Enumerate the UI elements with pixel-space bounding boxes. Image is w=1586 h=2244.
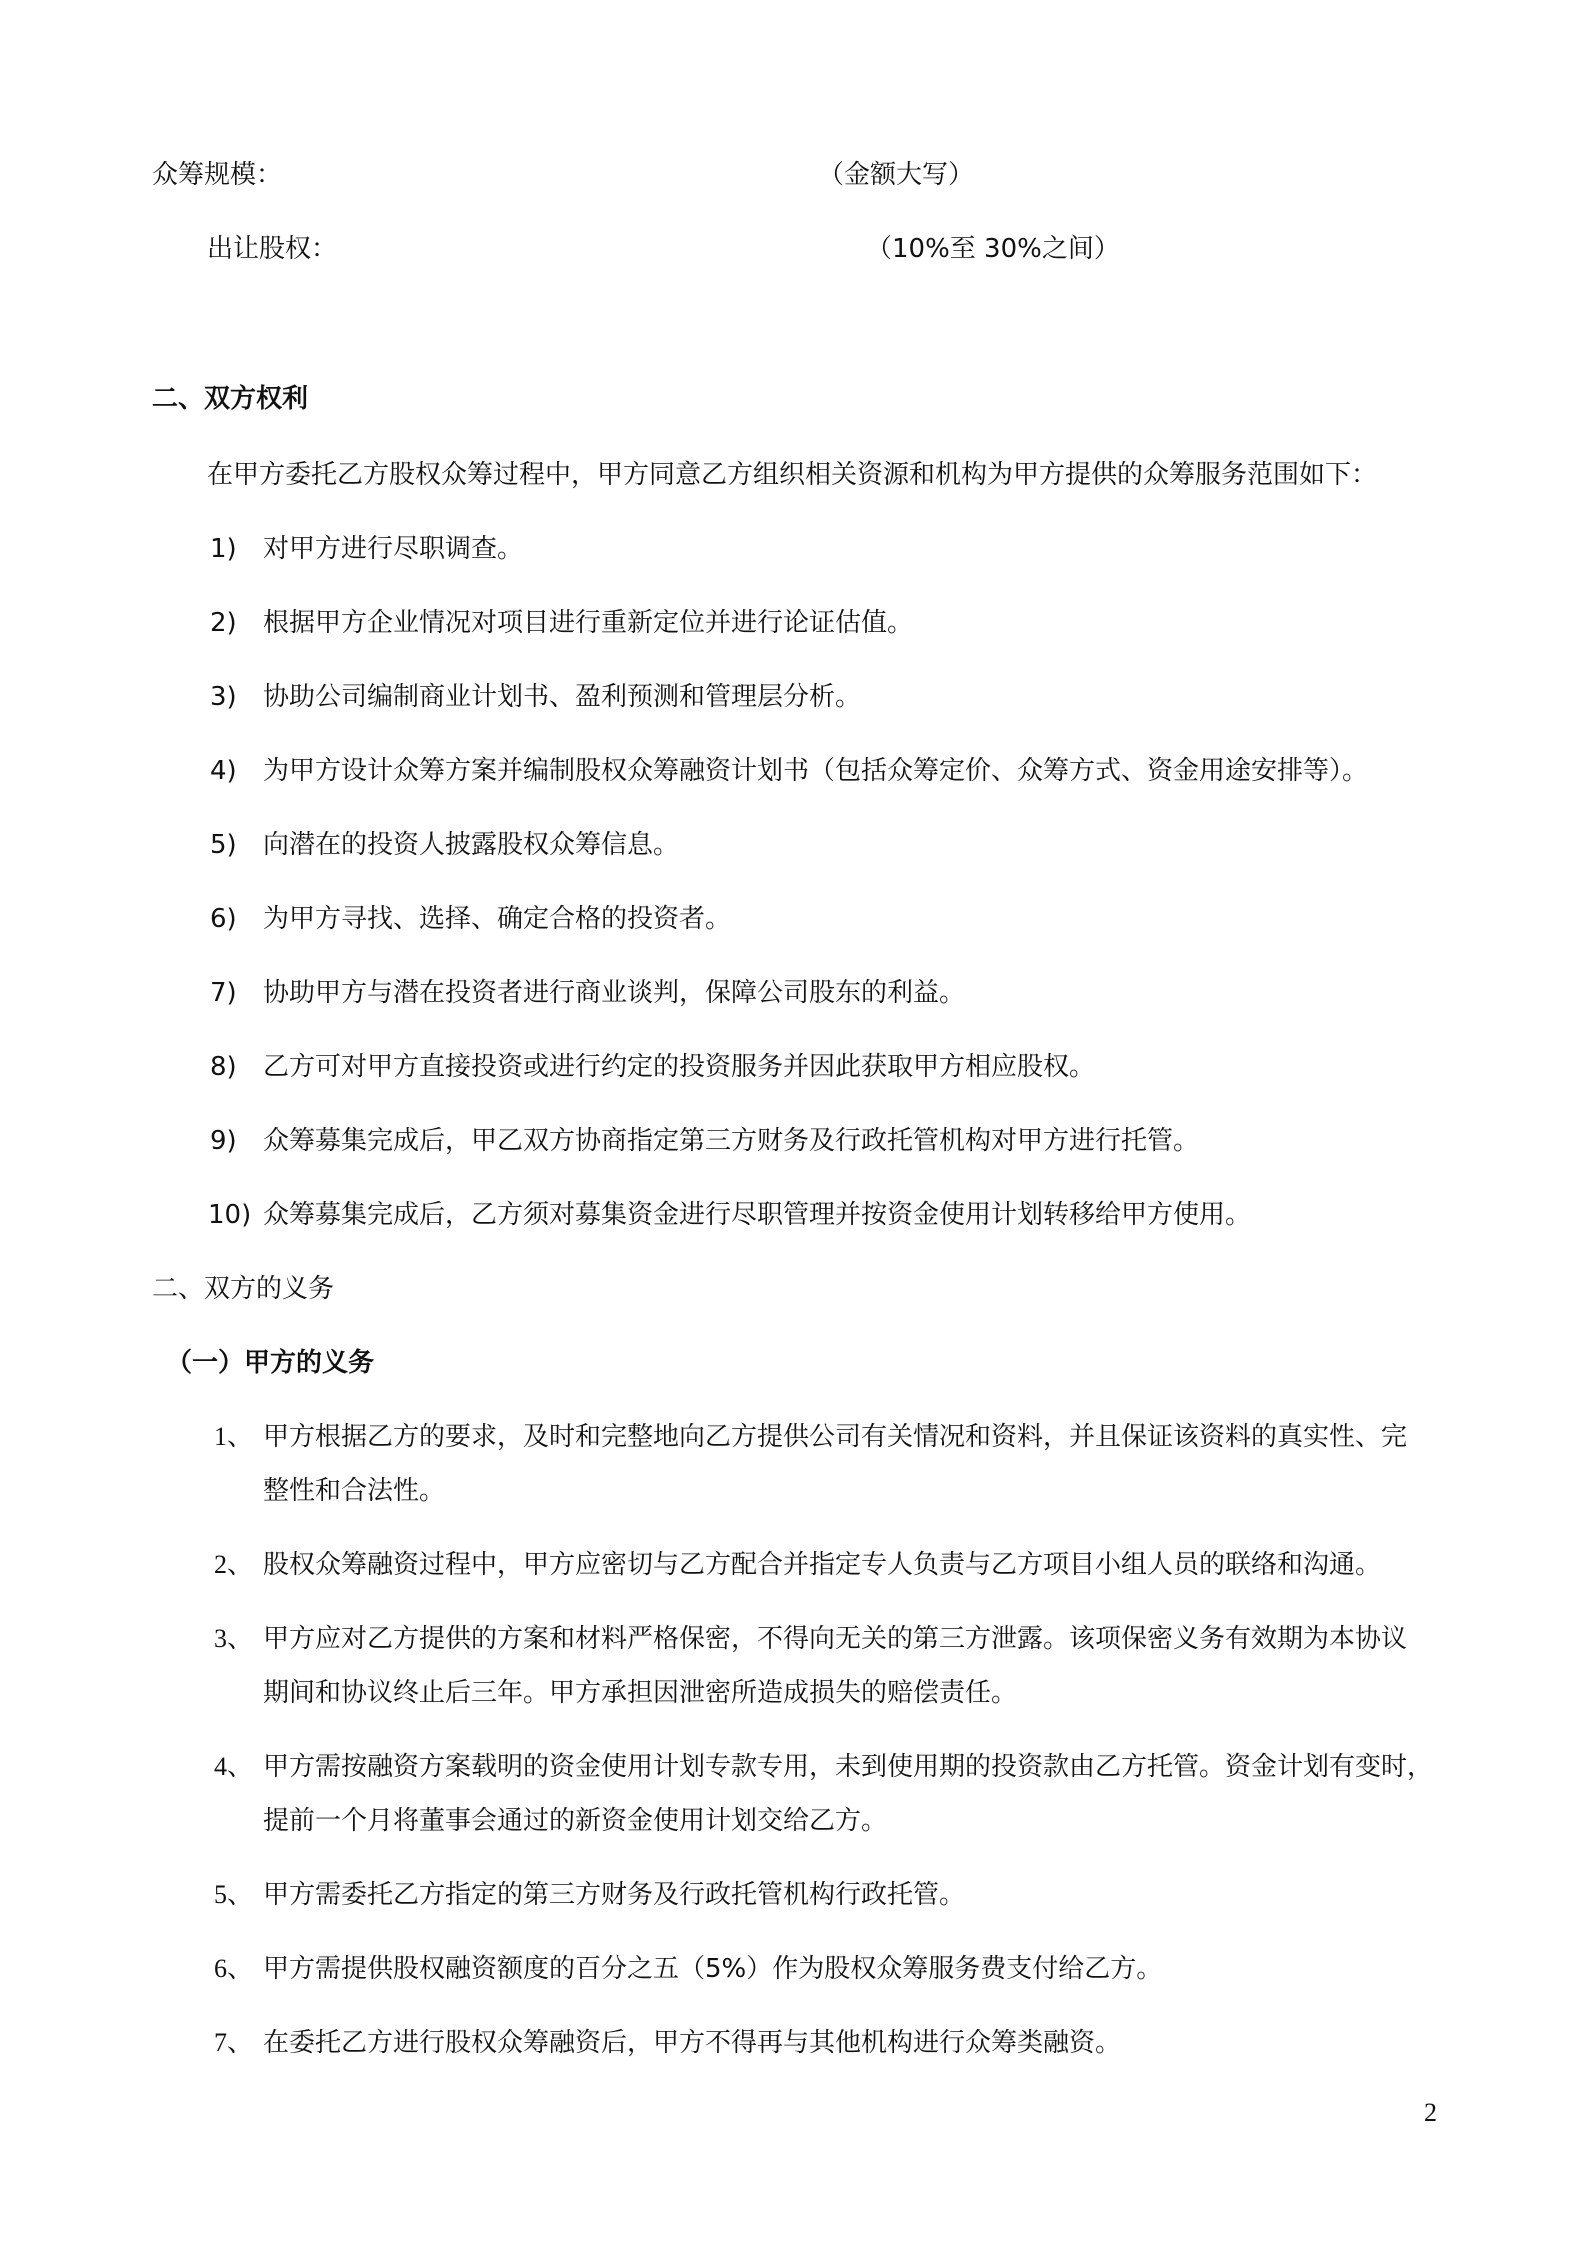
rights-item-text: 协助公司编制商业计划书、盈利预测和管理层分析。 — [263, 682, 862, 712]
duties-item-text-line1: 甲方需按融资方案载明的资金使用计划专款专用，未到使用期的投资款由乙方托管。资金计划有变时， — [263, 1752, 1434, 1782]
duties-item-text-line1: 甲方根据乙方的要求，及时和完整地向乙方提供公司有关情况和资料，并且保证该资料的真实性、完 — [263, 1422, 1408, 1452]
rights-item-text: 向潜在的投资人披露股权众筹信息。 — [263, 830, 680, 860]
duties-item-text-line1: 股权众筹融资过程中，甲方应密切与乙方配合并指定专人负责与乙方项目小组人员的联络和沟通。 — [263, 1550, 1382, 1580]
section-rights-intro: 在甲方委托乙方股权众筹过程中，甲方同意乙方组织相关资源和机构为甲方提供的众筹服务范围如下： — [207, 460, 1378, 490]
rights-item-text: 为甲方寻找、选择、确定合格的投资者。 — [263, 904, 732, 934]
field-equity-label: 出让股权： — [207, 234, 338, 264]
rights-item-number: 7) — [210, 978, 237, 1008]
page-number: 2 — [1424, 2098, 1437, 2127]
section-duties-subheading: （一）甲方的义务 — [166, 1348, 375, 1378]
rights-item-number: 2) — [210, 608, 237, 638]
duties-item-text-line1: 甲方需提供股权融资额度的百分之五（5%）作为股权众筹服务费支付给乙方。 — [263, 1954, 1163, 1984]
duties-item-number: 6、 — [214, 1954, 254, 1983]
duties-item-text-line1: 甲方应对乙方提供的方案和材料严格保密，不得向无关的第三方泄露。该项保密义务有效期为本协议 — [263, 1624, 1408, 1654]
duties-item-text-line2: 期间和协议终止后三年。甲方承担因泄密所造成损失的赔偿责任。 — [263, 1678, 1018, 1708]
rights-item-number: 8) — [210, 1052, 237, 1082]
rights-item-text: 众筹募集完成后，乙方须对募集资金进行尽职管理并按资金使用计划转移给甲方使用。 — [263, 1200, 1252, 1230]
duties-item-number: 3、 — [214, 1624, 254, 1653]
rights-item-text: 对甲方进行尽职调查。 — [263, 534, 524, 564]
duties-item-number: 2、 — [214, 1550, 254, 1579]
rights-item-number: 6) — [210, 904, 237, 934]
duties-item-text-line2: 整性和合法性。 — [263, 1476, 446, 1506]
rights-item-text: 根据甲方企业情况对项目进行重新定位并进行论证估值。 — [263, 608, 914, 638]
duties-item-number: 5、 — [214, 1880, 254, 1909]
rights-item-text: 众筹募集完成后，甲乙双方协商指定第三方财务及行政托管机构对甲方进行托管。 — [263, 1126, 1200, 1156]
duties-item-number: 7、 — [214, 2028, 254, 2057]
rights-item-text: 乙方可对甲方直接投资或进行约定的投资服务并因此获取甲方相应股权。 — [263, 1052, 1096, 1082]
duties-item-text-line2: 提前一个月将董事会通过的新资金使用计划交给乙方。 — [263, 1806, 888, 1836]
rights-item-number: 9) — [210, 1126, 237, 1156]
rights-item-number: 1) — [210, 534, 237, 564]
field-scale-label: 众筹规模： — [152, 160, 283, 190]
field-scale-note: （金额大写） — [818, 160, 975, 190]
rights-item-number: 5) — [210, 830, 237, 860]
duties-item-number: 1、 — [214, 1422, 254, 1451]
field-equity-note: （10%至 30%之间） — [866, 234, 1120, 264]
duties-item-number: 4、 — [214, 1752, 254, 1781]
duties-item-text-line1: 甲方需委托乙方指定的第三方财务及行政托管机构行政托管。 — [263, 1880, 966, 1910]
rights-item-text: 协助甲方与潜在投资者进行商业谈判，保障公司股东的利益。 — [263, 978, 966, 1008]
rights-item-number: 4) — [210, 756, 237, 786]
duties-item-text-line1: 在委托乙方进行股权众筹融资后，甲方不得再与其他机构进行众筹类融资。 — [263, 2028, 1122, 2058]
rights-item-number: 3) — [210, 682, 237, 712]
rights-item-text: 为甲方设计众筹方案并编制股权众筹融资计划书（包括众筹定价、众筹方式、资金用途安排等）。 — [263, 756, 1369, 786]
section-rights-heading: 二、双方权利 — [152, 384, 309, 414]
rights-item-number: 10) — [208, 1200, 252, 1230]
section-duties-heading: 二、双方的义务 — [152, 1274, 335, 1304]
